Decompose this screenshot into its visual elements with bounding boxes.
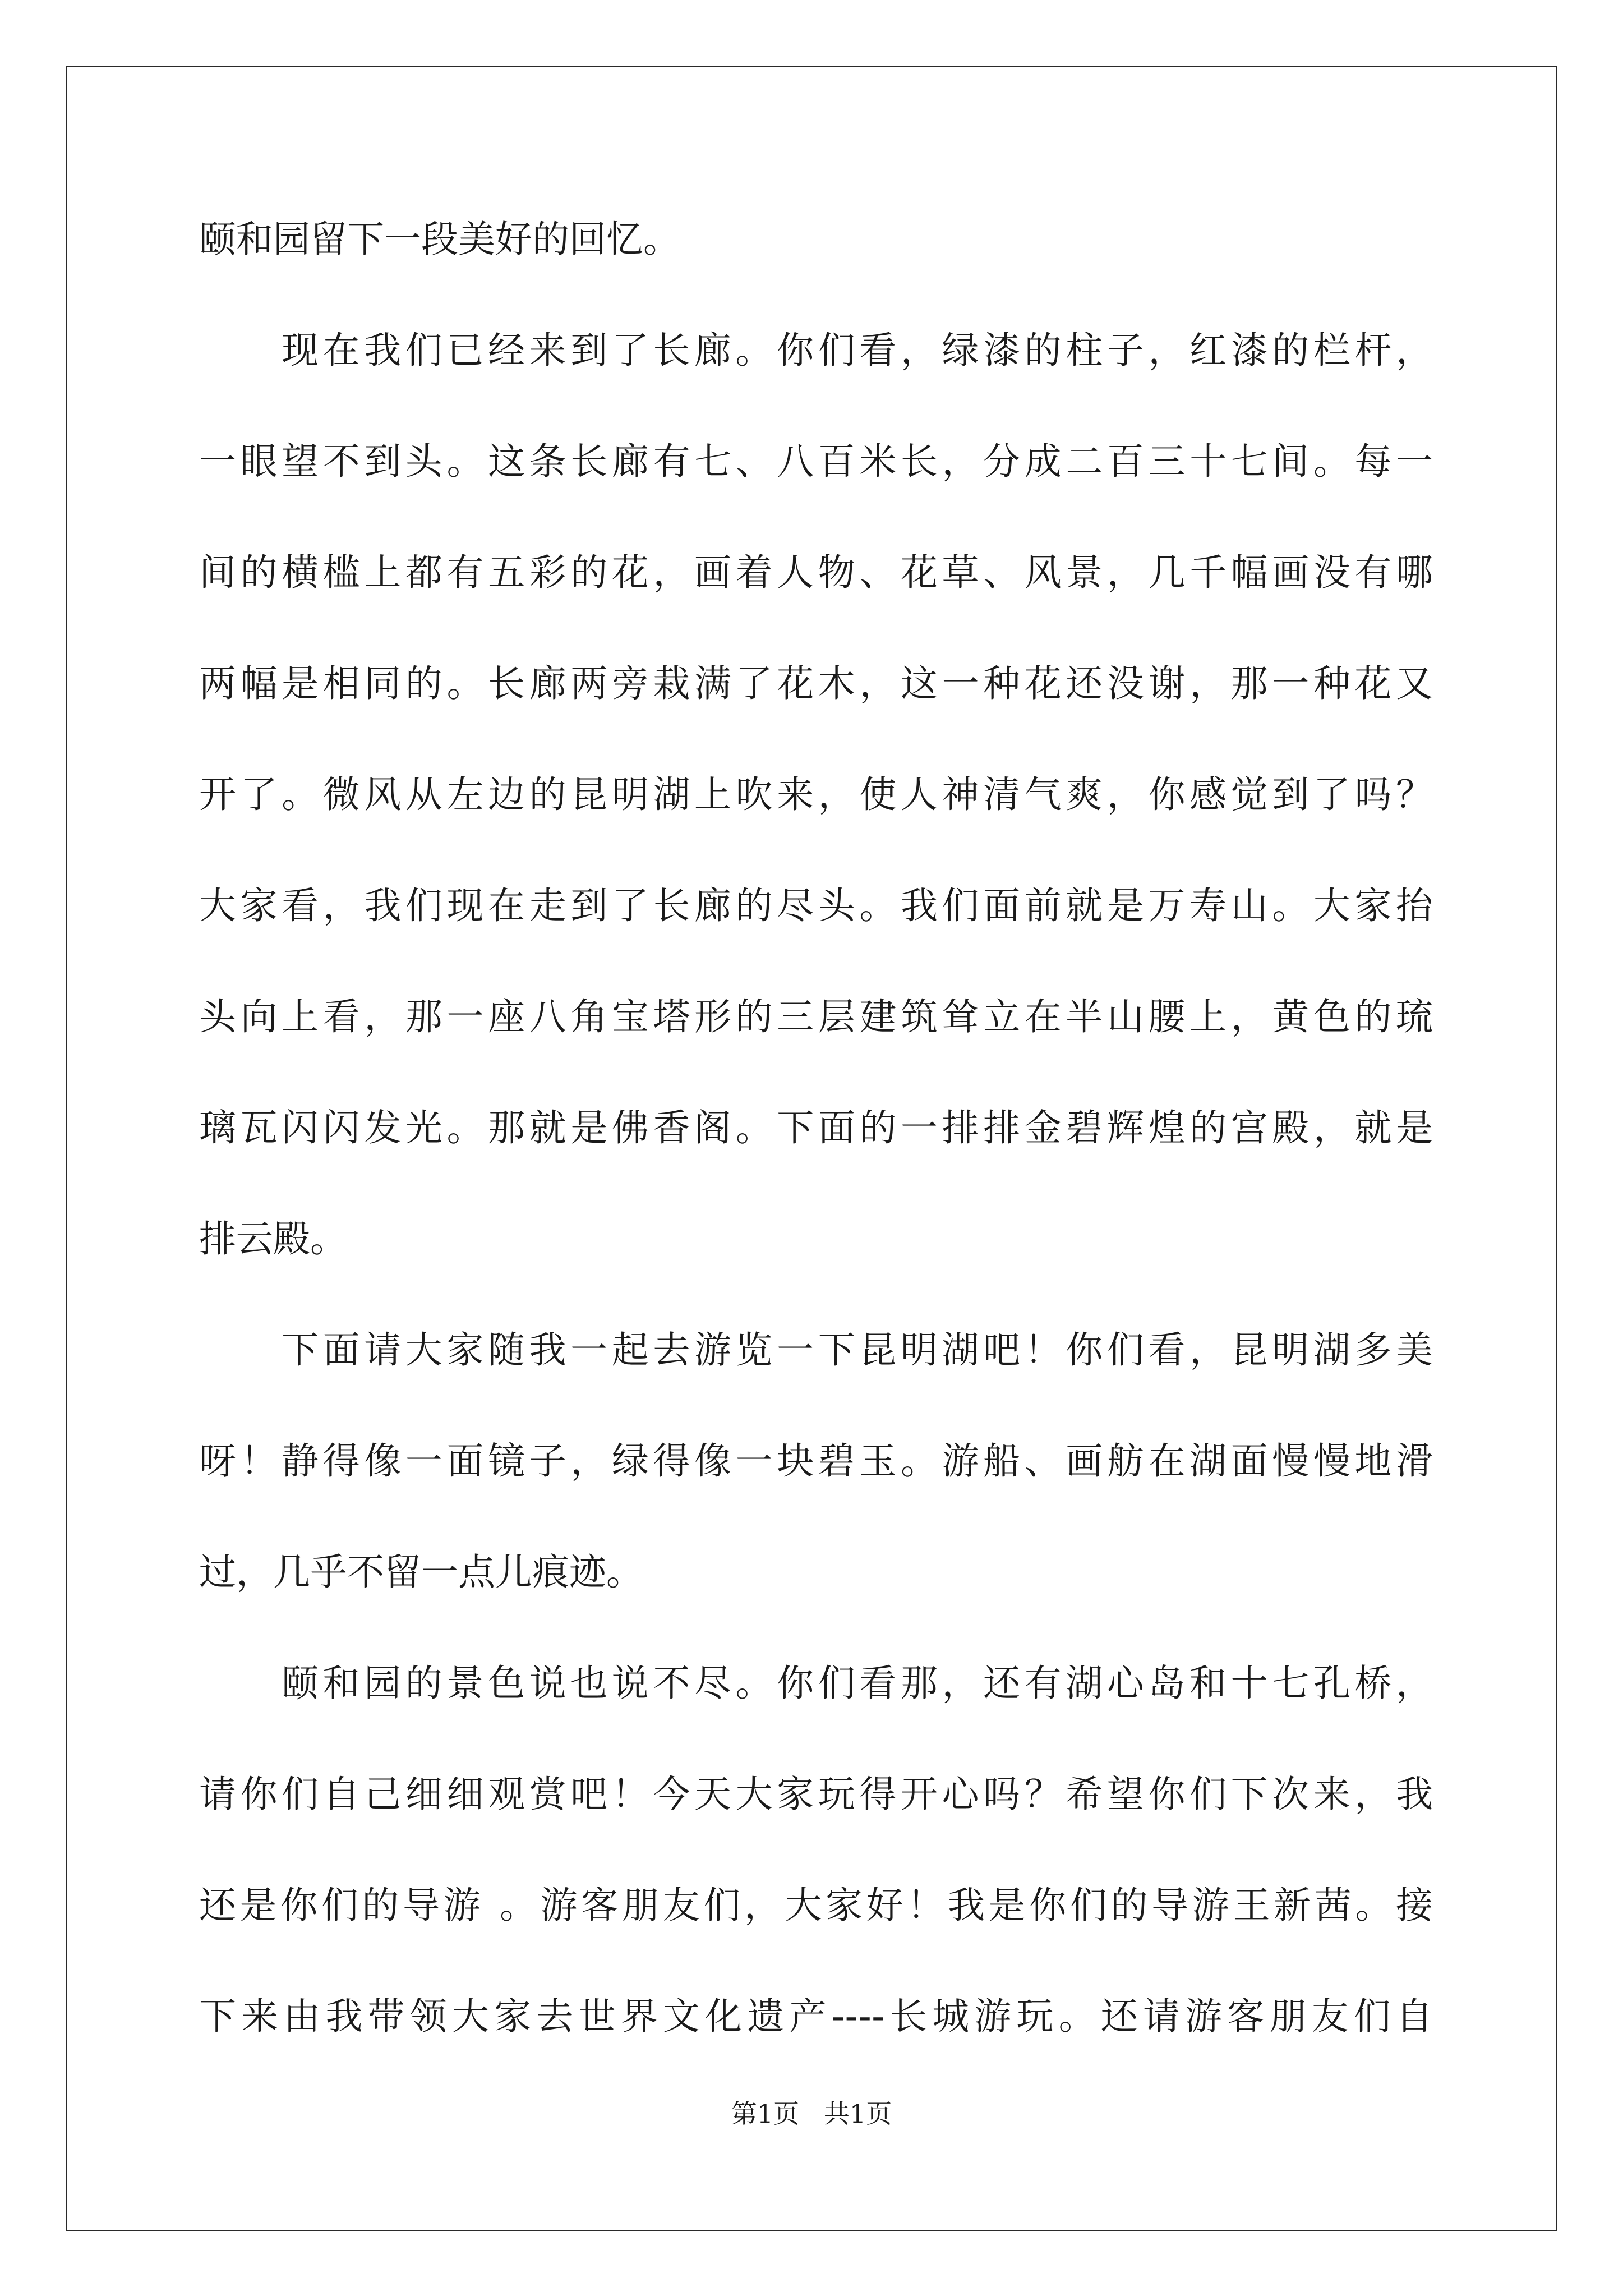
text-line: 间的横槛上都有五彩的花，画着人物、花草、风景，几千幅画没有哪 — [199, 551, 1433, 594]
text-line: 颐和园的景色说也说不尽。你们看那，还有湖心岛和十七孔桥， — [282, 1662, 1433, 1705]
text-line: 请你们自己细细观赏吧！今天大家玩得开心吗？希望你们下次来，我 — [199, 1773, 1433, 1816]
text-line: 排云殿。 — [199, 1217, 347, 1260]
text-line: 现在我们已经来到了长廊。你们看，绿漆的柱子，红漆的栏杆， — [282, 329, 1433, 372]
text-line: 过，几乎不留一点儿痕迹。 — [199, 1550, 643, 1594]
text-line: 颐和园留下一段美好的回忆。 — [199, 218, 680, 261]
text-line: 头向上看，那一座八角宝塔形的三层建筑耸立在半山腰上，黄色的琉 — [199, 995, 1433, 1038]
text-line: 大家看，我们现在走到了长廊的尽头。我们面前就是万寿山。大家抬 — [199, 884, 1433, 927]
page-number-footer: 第1页 共1页 — [731, 2099, 892, 2129]
text-line: 一眼望不到头。这条长廊有七、八百米长，分成二百三十七间。每一 — [199, 440, 1433, 483]
text-line: 下面请大家随我一起去游览一下昆明湖吧！你们看，昆明湖多美 — [282, 1328, 1433, 1372]
text-line: 两幅是相同的。长廊两旁栽满了花木，这一种花还没谢，那一种花又 — [199, 662, 1433, 705]
text-line: 还是你们的导游 。游客朋友们，大家好！我是你们的导游王新茜。接 — [199, 1884, 1433, 1927]
text-line: 呀！静得像一面镜子，绿得像一块碧玉。游船、画舫在湖面慢慢地滑 — [199, 1439, 1433, 1483]
text-line: 开了。微风从左边的昆明湖上吹来，使人神清气爽，你感觉到了吗？ — [199, 773, 1433, 816]
text-line: 下来由我带领大家去世界文化遗产----长城游玩。还请游客朋友们自 — [199, 1995, 1433, 2038]
text-line: 璃瓦闪闪发光。那就是佛香阁。下面的一排排金碧辉煌的宫殿，就是 — [199, 1106, 1433, 1149]
